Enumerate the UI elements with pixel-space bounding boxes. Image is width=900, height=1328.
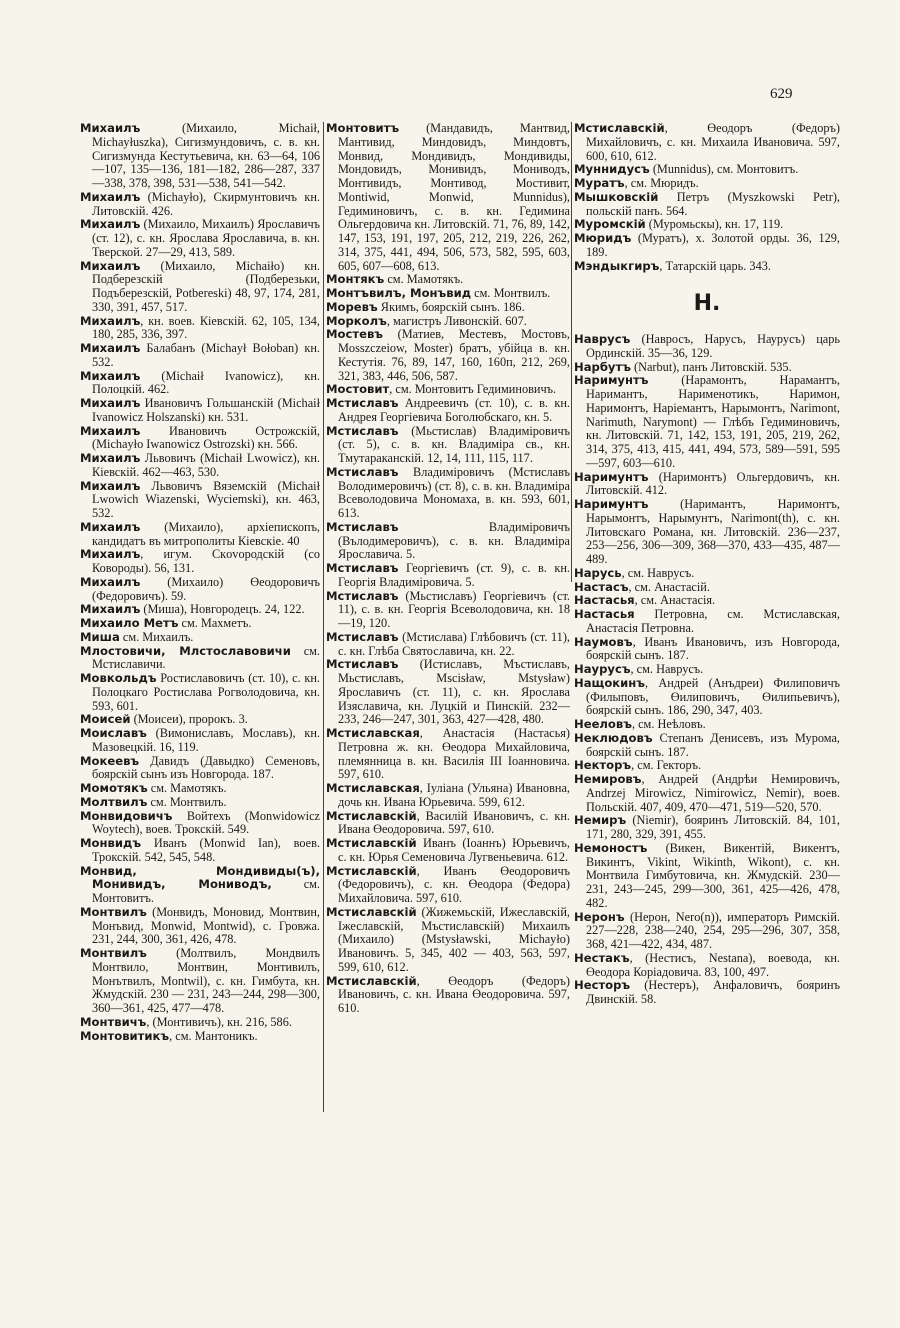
- entry-headword: Монвидовичъ: [80, 808, 173, 823]
- index-entry: [574, 163, 840, 177]
- entry-headword: Мстиславскій: [326, 904, 417, 919]
- entry-text: (Вимониславъ, Мославъ), кн. Мазовецкій. 16, 119.: [92, 726, 320, 754]
- index-entry: [80, 260, 320, 315]
- entry-headword: Мокеевъ: [80, 753, 140, 768]
- entry-headword: Мстиславъ: [326, 519, 399, 534]
- index-entry: [80, 645, 320, 673]
- index-entry: [80, 425, 320, 453]
- entry-text: , магистръ Ливонскій. 607.: [386, 313, 527, 328]
- index-entry: [80, 713, 320, 727]
- index-entry: [80, 397, 320, 425]
- entry-headword: Муромскій: [574, 217, 646, 232]
- index-entry: [574, 594, 840, 608]
- index-entry: [80, 370, 320, 398]
- entry-headword: Наврусъ: [574, 332, 631, 346]
- entry-text: (Нестеръ), Анфаловичъ, бояринъ Двинскій. 58.: [586, 978, 840, 1006]
- index-entry: [326, 865, 570, 906]
- entry-text: , (Нестисъ, Nestana), воевода, кн. Өеодора Коріадовича. 83, 100, 497.: [586, 950, 840, 979]
- entry-text: , Өеодоръ (Федоръ) Михайловичъ, с. кн. Михаила Ивановича. 597, 600, 610, 612.: [586, 122, 840, 163]
- index-entry: [574, 374, 840, 470]
- entry-text: (Миша), Новгородецъ. 24, 122.: [140, 602, 305, 617]
- entry-headword: Михаилъ: [80, 519, 141, 534]
- index-entry: [574, 177, 840, 191]
- index-entry: [574, 952, 840, 980]
- entry-headword: Мстиславъ: [326, 629, 399, 644]
- column-3-bottom-list: [574, 333, 840, 1007]
- entry-headword: Нарбутъ: [574, 359, 631, 374]
- entry-text: Войтехъ (Monwidowicz Woytech), воев. Трокскій. 549.: [92, 808, 320, 837]
- entry-text: Петровна, см. Мстиславская, Анастасія Петровна.: [586, 607, 840, 635]
- entry-text: Львовичъ Вяземскій (Michaił Lwowich Wiazenski, Wyciemski), кн. 463, 532.: [92, 478, 320, 520]
- entry-text: (Матиев, Местевъ, Мостовъ, Mosszczeiow, Moster) братъ, убійца в. кн. Кестутія. 76, 89, 147, 160, 160п, 212, 269, 321, 383, 446, 506, 587.: [338, 327, 570, 383]
- entry-text: см. Мамотякъ.: [384, 272, 464, 287]
- entry-text: , см. Наврусъ.: [621, 565, 695, 580]
- index-entry: [80, 631, 320, 645]
- index-entry: [326, 287, 570, 301]
- entry-headword: Михаилъ: [80, 122, 141, 135]
- index-entry: [80, 521, 320, 549]
- entry-headword: Мстиславъ: [326, 396, 399, 410]
- entry-text: , см. Анастасія.: [634, 593, 716, 608]
- index-entry: [326, 122, 570, 273]
- index-entry: [326, 658, 570, 727]
- entry-headword: Монтовитикъ: [80, 1028, 170, 1043]
- index-entry: [326, 383, 570, 397]
- entry-text: (Наримонтъ) Ольгердовичъ, кн. Литовскій. 412.: [586, 469, 840, 498]
- entry-headword: Мюридъ: [574, 231, 632, 245]
- entry-headword: Несторъ: [574, 978, 631, 993]
- index-entry: [574, 911, 840, 952]
- index-entry: [80, 315, 320, 343]
- index-entry: [80, 1030, 320, 1044]
- entry-headword: Монтвилъ: [80, 904, 147, 919]
- entry-text: , см. Монтовитъ Гедиминовичъ.: [389, 382, 557, 397]
- entry-text: , см. Мантоникъ.: [169, 1028, 258, 1043]
- entry-text: (Michayło), Скирмунтовичъ кн. Литовскій. 426.: [92, 189, 320, 218]
- index-entry: [574, 333, 840, 361]
- entry-headword: Михаилъ: [80, 602, 141, 617]
- entry-text: (Навросъ, Нарусъ, Наурусъ) царь Ординскій. 35—36, 129.: [586, 332, 840, 360]
- index-entry: [326, 397, 570, 425]
- entry-headword: Нарусь: [574, 565, 622, 580]
- index-entry: [80, 191, 320, 219]
- entry-headword: Михаилъ: [80, 478, 141, 493]
- entry-headword: Монтъвилъ, Монъвид: [326, 286, 472, 300]
- entry-text: , Анастасія (Настасья) Петровна ж. кн. Өеодора Михайловича, племянница в. кн. Василія III Іоанновича. 597, 610.: [338, 726, 570, 782]
- entry-headword: Михаилъ: [80, 368, 141, 383]
- index-entry: [326, 466, 570, 521]
- entry-text: Ивановичъ Гольшанскій (Michaił Ivanowicz Holszanski) кн. 531.: [92, 396, 320, 424]
- index-entry: [80, 782, 320, 796]
- entry-headword: Мстиславъ: [326, 464, 399, 479]
- entry-headword: Наримунтъ: [574, 497, 649, 511]
- entry-headword: Мэндыкгиръ: [574, 258, 660, 273]
- index-entry: [80, 755, 320, 783]
- entry-text: Владиміровичъ (Мстиславъ Володимеровичъ) (ст. 8), с. в. кн. Владиміра Всеволодовича Мономаха, в. кн. 593, 601, 613.: [338, 464, 570, 520]
- entry-headword: Монтвичъ: [80, 1014, 147, 1029]
- index-entry: [80, 480, 320, 521]
- entry-text: Якимъ, боярскій сынъ. 186.: [377, 299, 525, 314]
- entry-text: (Мстислава) Глѣбовичъ (ст. 11), с. кн. Глѣба Святославича, кн. 22.: [338, 629, 570, 658]
- entry-text: , Өеодоръ (Федоръ) Ивановичъ, с. кн. Ивана Өеодоровича. 597, 610.: [338, 973, 570, 1015]
- entry-headword: Михаилъ: [80, 396, 141, 410]
- entry-text: , Татарскій царь. 343.: [659, 258, 771, 273]
- index-entry: [574, 218, 840, 232]
- entry-headword: Нащокинъ: [574, 675, 646, 690]
- index-entry: [574, 498, 840, 567]
- entry-text: (Михаило, Michaiło) кн. Подберезскій (Подберезьки, Подъберезскій, Potbereski) 48, 97, 174, 281, 330, 391, 457, 517.: [92, 258, 320, 314]
- entry-text: см. Мстиславичи.: [92, 643, 320, 672]
- index-entry: [326, 521, 570, 562]
- index-entry: [326, 562, 570, 590]
- entry-text: (Мьстиславъ) Георгіевичъ (ст. 11), с. в. кн. Георгія Всеволодовича, кн. 18—19, 120.: [338, 588, 570, 630]
- entry-headword: Муратъ: [574, 176, 625, 190]
- entry-headword: Мстиславъ: [326, 657, 399, 672]
- entry-headword: Михаилъ: [80, 313, 141, 328]
- index-entry: [326, 810, 570, 838]
- entry-text: , игум. Скovородскій (со Ковороды). 56, 131.: [92, 547, 320, 575]
- entry-headword: Мстиславскій: [326, 808, 417, 823]
- index-entry: [80, 122, 320, 191]
- entry-text: Владиміровичъ (Вълодимеровичъ), с. в. кн. Владиміра Ярославича. 5.: [338, 519, 570, 562]
- entry-text: , Андрей (Анъдреи) Филиповичъ (Филыповъ, Өилиповичъ, Өилипьевичъ), боярскій сынъ. 186, 290, 347, 403.: [586, 675, 840, 718]
- entry-headword: Мышковскій: [574, 189, 659, 204]
- index-entry: [574, 732, 840, 760]
- entry-text: , (Монтивичъ), кн. 216, 586.: [146, 1014, 292, 1029]
- entry-text: (Истиславъ, Мъстиславъ, Мьстиславъ, Mscisław, Mstysław) Ярославичъ (ст. 11), с. кн. Ярослава Изяславича, кн. Луцкій и Пинскій. 232—233, 246—247, 301, 363, 427—428, 480.: [338, 657, 570, 727]
- index-entry: [80, 617, 320, 631]
- index-entry: [574, 663, 840, 677]
- entry-text: , см. Гекторъ.: [631, 758, 702, 773]
- entry-text: (Narbut), панъ Литовскій. 535.: [630, 359, 792, 374]
- entry-headword: Моревъ: [326, 299, 378, 314]
- entry-headword: Мстиславская: [326, 781, 420, 795]
- entry-headword: Некторъ: [574, 758, 632, 773]
- entry-headword: Мовкольдъ: [80, 671, 157, 685]
- entry-text: (Михаило) Өеодоровичъ (Федоровичъ). 59.: [92, 574, 320, 603]
- entry-headword: Настасья: [574, 607, 635, 621]
- entry-headword: Мстиславская: [326, 726, 420, 740]
- index-entry: [574, 773, 840, 814]
- entry-headword: Мстиславскій: [326, 836, 417, 850]
- index-entry: [326, 425, 570, 466]
- index-entry: [80, 796, 320, 810]
- entry-text: Давидъ (Давыдко) Семеновъ, боярскій сынъ изъ Новгорода. 187.: [92, 753, 320, 782]
- entry-headword: Монвид, Мондивиды(ъ), Монивидъ, Мониводъ,: [80, 863, 320, 892]
- entry-text: (Михаило, Michaił, Michayłuszka), Сигизмундовичъ, с. в. кн. Сигизмунда Кестутьевича, кн. 63—64, 106—107, 135—136, 181—182, 286—287, 337—338, 378, 398, 531—538, 541—542.: [92, 122, 320, 190]
- entry-headword: Монтвилъ: [80, 946, 147, 960]
- entry-headword: Мстиславскій: [326, 973, 417, 988]
- entry-headword: Немиръ: [574, 813, 627, 828]
- entry-headword: Неронъ: [574, 909, 625, 924]
- entry-text: (Викен, Викентій, Викентъ, Викинтъ, Vikint, Wikinth, Wikont), с. кн. Монтвила Гимбутовича, кн. Жмудскій. 230—231, 243—245, 299—300, 361, 425—426, 478, 482.: [586, 840, 840, 910]
- entry-headword: Наримунтъ: [574, 469, 649, 484]
- entry-headword: Михаилъ: [80, 341, 141, 355]
- column-3: [574, 122, 840, 1007]
- entry-headword: Неeловъ: [574, 717, 632, 731]
- index-entry: [326, 975, 570, 1016]
- entry-headword: Немоностъ: [574, 840, 648, 855]
- entry-text: Георгіевичъ (ст. 9), с. в. кн. Георгія Владиміровича. 5.: [338, 561, 570, 589]
- entry-text: (Мьстислав) Владиміровичъ (ст. 5), с. в. кн. Владиміра св., кн. Тмутараканскій. 12, 14, 111, 115, 117.: [338, 423, 570, 465]
- index-entry: [574, 361, 840, 375]
- entry-headword: Мстиславскій: [326, 863, 417, 878]
- index-entry: [80, 342, 320, 370]
- entry-headword: Мостовит: [326, 382, 390, 397]
- index-entry: [326, 315, 570, 329]
- entry-text: (Niemir), бояринъ Литовскій. 84, 101, 171, 280, 329, 391, 455.: [586, 813, 840, 841]
- index-entry: [80, 906, 320, 947]
- index-entry: [80, 947, 320, 1016]
- entry-text: , Андрей (Андрѣи Немировичъ, Andrzej Mirowicz, Nimirowicz, Nemir), воев. Польскій. 407, 409, 470—471, 519—520, 570.: [586, 772, 840, 814]
- entry-headword: Наримунтъ: [574, 373, 649, 388]
- entry-headword: Настасья: [574, 593, 635, 608]
- index-entry: [574, 581, 840, 595]
- index-entry: [326, 328, 570, 383]
- entry-text: (Мандавидъ, Мантвид, Мантивид, Миндовидъ, Миндовтъ, Монвид, Мондивидъ, Мондивиды, Мондовидъ, Монивидъ, Мониводъ, Монтивидъ, Монтивод, Мостивит, Montiwid, Monwid, Munnidus), Гедиминовичъ, с. в. кн. Гедимина Ольгердовича кн. Литовскій. 71, 76, 89, 142, 147, 153, 191, 197, 205, 212, 219, 226, 262, 314, 375, 441, 494, 506, 573, 582, 595, 603, 605, 607—608, 613.: [338, 122, 570, 273]
- index-entry: [326, 631, 570, 659]
- index-entry: [574, 759, 840, 773]
- index-entry: [574, 718, 840, 732]
- index-entry: [80, 727, 320, 755]
- index-entry: [574, 814, 840, 842]
- index-entry: [326, 590, 570, 631]
- column-1: [80, 122, 320, 1043]
- entry-text: (Муромьскы), кн. 17, 119.: [645, 217, 784, 232]
- index-entry: [80, 218, 320, 259]
- index-entry: [326, 273, 570, 287]
- entry-headword: Муннидусъ: [574, 162, 650, 177]
- entry-headword: Михаилъ: [80, 574, 141, 589]
- entry-text: (Муратъ), х. Золотой орды. 36, 129, 189.: [586, 231, 840, 259]
- index-entry: [80, 548, 320, 576]
- entry-text: , Иванъ Ивановичъ, изъ Новгорода, боярскій сынъ. 187.: [586, 634, 840, 663]
- entry-headword: Михаилъ: [80, 547, 141, 562]
- entry-text: (Михаило), архіепископъ, кандидатъ въ митрополиты Кіевскіе. 40: [92, 519, 320, 548]
- entry-text: (Нарамонтъ, Нарамантъ, Наримантъ, Нарименотикъ, Наримон, Наримонтъ, Наріемантъ, Нарымонтъ, Narimont, Narimuth, Narymont) — Глѣбъ Гедиминовичъ, кн. Литовскій. 71, 142, 153, 191, 205, 219, 262, 314, 375, 413, 415, 441, 494, 573, 589—591, 595—597, 603—610.: [586, 373, 840, 470]
- column-divider-1: [323, 122, 324, 1112]
- entry-headword: Наумовъ: [574, 634, 633, 649]
- entry-text: Ростиславовичъ (ст. 10), с. кн. Полоцкаго Ростислава Рогволодовича, кн. 593, 601.: [92, 671, 320, 713]
- entry-headword: Миша: [80, 629, 120, 644]
- index-entry: [80, 452, 320, 480]
- index-entry: [80, 576, 320, 604]
- entry-text: Степанъ Денисевъ, изъ Мурома, боярскій сынъ. 187.: [586, 730, 840, 759]
- entry-headword: Михаилъ: [80, 258, 141, 273]
- index-entry: [574, 260, 840, 274]
- index-entry: [80, 603, 320, 617]
- entry-headword: Молтвилъ: [80, 794, 148, 809]
- entry-headword: Михаилъ: [80, 423, 141, 438]
- entry-text: см. Махметъ.: [178, 616, 252, 630]
- index-entry: [326, 837, 570, 865]
- entry-headword: Михаило Метъ: [80, 616, 179, 630]
- entry-text: Иванъ (Іоаннъ) Юрьевичъ, с. кн. Юрья Семеновича Лугвеньевича. 612.: [338, 836, 570, 864]
- entry-text: см. Монтовитъ.: [92, 877, 320, 905]
- index-entry: [574, 608, 840, 636]
- entry-headword: Мстиславскій: [574, 122, 665, 135]
- entry-headword: Моиславъ: [80, 726, 147, 740]
- column-divider-2: [571, 122, 572, 582]
- index-entry: [80, 865, 320, 906]
- entry-headword: Мостевъ: [326, 327, 384, 342]
- entry-text: см. Михаилъ.: [119, 629, 194, 644]
- section-letter: Н.: [693, 291, 721, 317]
- entry-text: Львовичъ (Michaił Lwowicz), кн. Кіевскій. 462—463, 530.: [92, 451, 320, 479]
- entry-headword: Немировъ: [574, 772, 642, 786]
- index-entry: [574, 636, 840, 664]
- entry-text: , кн. воев. Кіевскій. 62, 105, 134, 180, 285, 336, 397.: [92, 313, 320, 342]
- entry-headword: Монвидъ: [80, 836, 142, 850]
- entry-text: , Иванъ Өеодоровичъ (Федоровичъ), с. кн. Өеодора (Федора) Михайловича. 597, 610.: [338, 863, 570, 905]
- entry-text: Иванъ (Monwid Ian), воев. Трокскій. 542, 545, 548.: [92, 836, 320, 864]
- index-entry: [80, 810, 320, 838]
- index-entry: [80, 837, 320, 865]
- entry-headword: Михаилъ: [80, 217, 141, 232]
- entry-text: Балабанъ (Michaył Bołoban) кн. 532.: [92, 341, 320, 369]
- entry-text: (Munnidus), см. Монтовитъ.: [649, 162, 799, 177]
- entry-text: (Нерон, Nero(n)), императоръ Римскій. 227—228, 238—240, 254, 295—296, 307, 358, 368, 421—422, 434, 487.: [586, 909, 840, 951]
- entry-headword: Моисей: [80, 712, 131, 727]
- index-entry: [574, 677, 840, 718]
- entry-headword: Мстиславъ: [326, 423, 399, 438]
- index-entry: [574, 979, 840, 1007]
- index-entry: [574, 567, 840, 581]
- entry-text: , см. Мюридъ.: [624, 176, 699, 190]
- entry-text: см. Монтвилъ.: [147, 794, 227, 809]
- entry-text: Ивановичъ Острожскій, (Michayło Iwanowicz Ostrozski) кн. 566.: [92, 423, 320, 452]
- index-entry: [80, 1016, 320, 1030]
- index-entry: [80, 672, 320, 713]
- index-entry: [574, 471, 840, 499]
- index-entry: [574, 122, 840, 163]
- index-entry: [326, 782, 570, 810]
- index-columns: [80, 122, 840, 1312]
- entry-headword: Момотякъ: [80, 781, 148, 795]
- entry-text: см. Мамотякъ.: [147, 781, 227, 795]
- page-number: 629: [770, 86, 793, 102]
- entry-text: , Василій Ивановичъ, с. кн. Ивана Өеодоровича. 597, 610.: [338, 808, 570, 837]
- index-entry: [574, 191, 840, 219]
- entry-headword: Монтякъ: [326, 272, 385, 287]
- entry-text: (Michaił Ivanowicz), кн. Полоцкій. 462.: [92, 368, 320, 397]
- entry-text: (Моисеи), пророкъ. 3.: [130, 712, 248, 727]
- entry-headword: Млостовичи, Млстославовичи: [80, 643, 291, 658]
- entry-text: , см. Наврусъ.: [630, 662, 704, 676]
- entry-text: Андреевичъ (ст. 10), с. в. кн. Андрея Георгіевича Боголюбскаго, кн. 5.: [338, 396, 570, 424]
- entry-text: (Жижемьскій, Ижеславскій, Іжеславскій, Мъстиславскій) Михаилъ (Михаило) (Mstysławski, Michayło) Ивановичъ. 5, 345, 402 — 403, 563, 597, 599, 610, 612.: [338, 904, 570, 974]
- column-3-top-list: [574, 122, 840, 273]
- entry-text: (Михаило, Михаилъ) Ярославичъ (ст. 12), с. кн. Ярослава Ярославича, в. кн. Тверской. 27—29, 413, 589.: [92, 217, 320, 259]
- entry-headword: Морколъ: [326, 313, 387, 328]
- entry-headword: Неклюдовъ: [574, 730, 653, 745]
- entry-headword: Наурусъ: [574, 662, 631, 676]
- entry-headword: Настасъ: [574, 579, 629, 594]
- entry-headword: Мстиславъ: [326, 561, 399, 575]
- entry-headword: Михаилъ: [80, 189, 141, 204]
- entry-headword: Мстиславъ: [326, 588, 399, 603]
- entry-text: (Наримантъ, Наримонтъ, Нарымонтъ, Нарымунтъ, Narimont(th), с. кн. Литовскаго Романа, кн. Литовскій. 236—237, 253—256, 306—309, 368—370, 433—435, 487—489.: [586, 497, 840, 566]
- column-2: [326, 122, 570, 1016]
- entry-text: , Іуліана (Ульяна) Ивановна, дочь кн. Ивана Юрьевича. 599, 612.: [338, 781, 570, 809]
- entry-headword: Монтовитъ: [326, 122, 400, 135]
- entry-text: (Молтвилъ, Мондвилъ Монтвило, Монтвин, Монтивилъ, Монътвилъ, Montwil), с. кн. Гимбута, кн. Жмудскій. 230 — 231, 243—244, 298—300, 360—361, 425, 477—478.: [92, 946, 320, 1015]
- entry-text: см. Монтвилъ.: [471, 286, 551, 300]
- index-entry: [326, 727, 570, 782]
- entry-headword: Нестакъ: [574, 950, 630, 965]
- entry-headword: Михаилъ: [80, 451, 141, 465]
- entry-text: , см. Неѣловъ.: [631, 717, 706, 731]
- index-entry: [574, 232, 840, 260]
- index-entry: [326, 301, 570, 315]
- entry-text: , см. Анастасій.: [628, 579, 710, 594]
- entry-text: (Монвидъ, Моновид, Монтвин, Монъвид, Monwid, Montwid), с. Гровжа. 231, 244, 300, 361, 426, 478.: [92, 904, 320, 947]
- entry-text: Петръ (Myszkowski Petr), польскій панъ. 564.: [586, 189, 840, 218]
- index-entry: [574, 842, 840, 911]
- index-entry: [326, 906, 570, 975]
